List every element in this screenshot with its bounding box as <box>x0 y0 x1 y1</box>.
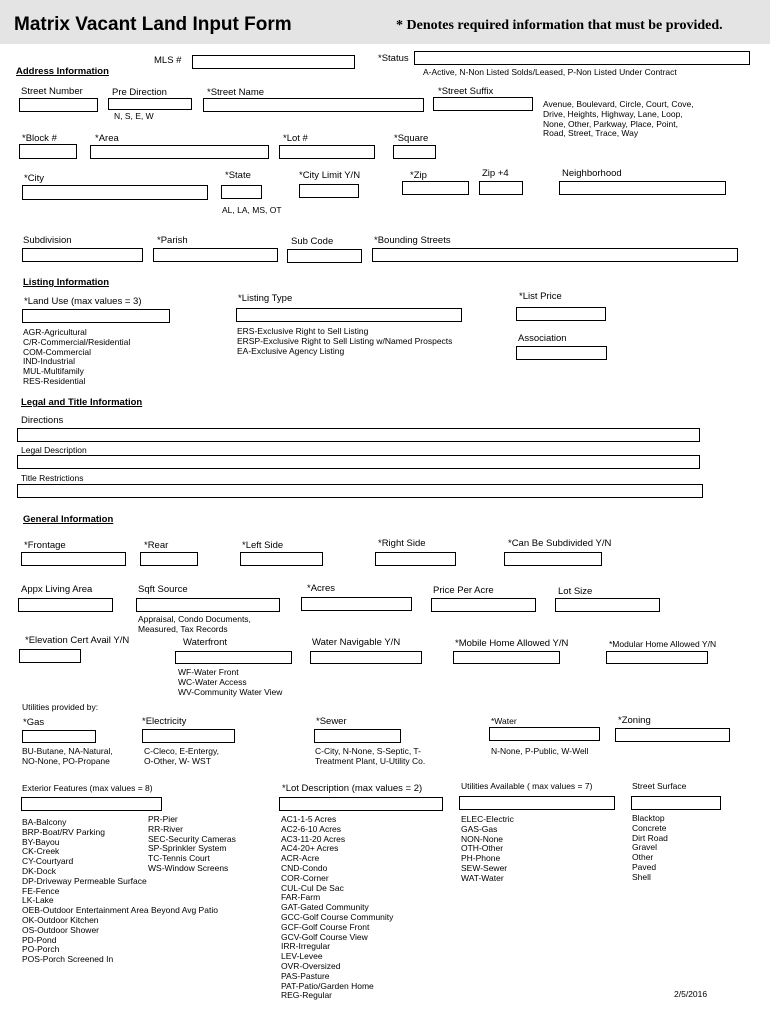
title-restrictions-label: Title Restrictions <box>21 473 84 483</box>
street-name-label: *Street Name <box>207 87 265 98</box>
waterfront-options: WF-Water Front WC-Water Access WV-Community Water View <box>178 667 283 697</box>
status-input[interactable] <box>414 51 750 65</box>
parish-input[interactable] <box>153 248 278 262</box>
sub-code-label: Sub Code <box>291 236 334 247</box>
left-side-input[interactable] <box>240 552 323 566</box>
city-label: *City <box>24 173 45 184</box>
required-note: * Denotes required information that must be provided. <box>396 18 723 33</box>
water-label: *Water <box>491 716 517 726</box>
bounding-streets-label: *Bounding Streets <box>374 235 451 246</box>
can-be-subdivided-label: *Can Be Subdivided Y/N <box>508 538 612 549</box>
state-options: AL, LA, MS, OT <box>222 205 282 215</box>
mls-label: MLS # <box>154 55 182 66</box>
pre-direction-input[interactable] <box>108 98 192 110</box>
block-input[interactable] <box>19 144 77 159</box>
form-title: Matrix Vacant Land Input Form <box>14 14 292 35</box>
street-surface-input[interactable] <box>631 796 721 810</box>
water-navigable-input[interactable] <box>310 651 422 664</box>
exterior-features-label: Exterior Features (max values = 8) <box>22 783 153 793</box>
rear-label: *Rear <box>144 540 169 551</box>
street-name-input[interactable] <box>203 98 424 112</box>
general-heading: General Information <box>23 514 114 525</box>
bounding-streets-input[interactable] <box>372 248 738 262</box>
association-input[interactable] <box>516 346 607 360</box>
land-use-input[interactable] <box>22 309 170 323</box>
price-per-acre-label: Price Per Acre <box>433 585 494 596</box>
appx-living-area-input[interactable] <box>18 598 113 612</box>
electricity-input[interactable] <box>142 729 235 743</box>
right-side-input[interactable] <box>375 552 456 566</box>
acres-label: *Acres <box>307 583 335 594</box>
left-side-label: *Left Side <box>242 540 284 551</box>
subdivision-input[interactable] <box>22 248 143 262</box>
listing-type-input[interactable] <box>236 308 462 322</box>
area-label: *Area <box>95 133 119 144</box>
lot-description-input[interactable] <box>279 797 443 811</box>
street-surface-options: Blacktop Concrete Dirt Road Gravel Other Paved Shell <box>632 813 668 882</box>
square-label: *Square <box>394 133 429 144</box>
street-surface-label: Street Surface <box>632 781 687 791</box>
mobile-home-input[interactable] <box>453 651 560 664</box>
appx-living-area-label: Appx Living Area <box>21 584 93 595</box>
parish-label: *Parish <box>157 235 188 246</box>
exterior-features-input[interactable] <box>21 797 162 811</box>
zoning-input[interactable] <box>615 728 730 742</box>
elevation-cert-label: *Elevation Cert Avail Y/N <box>25 635 130 646</box>
address-heading: Address Information <box>16 66 109 77</box>
sub-code-input[interactable] <box>287 249 362 263</box>
gas-label: *Gas <box>23 717 45 728</box>
sewer-label: *Sewer <box>316 716 347 727</box>
lot-size-label: Lot Size <box>558 586 593 597</box>
city-input[interactable] <box>22 185 208 200</box>
status-options: A-Active, N-Non Listed Solds/Leased, P-Non Listed Under Contract <box>423 67 677 77</box>
street-suffix-options: Avenue, Boulevard, Circle, Court, Cove, Drive, Heights, Highway, Lane, Loop, None, Other, Parkway, Place, Point, Road, Street, Trace, Way <box>543 99 694 139</box>
subdivision-label: Subdivision <box>23 235 72 246</box>
city-limit-input[interactable] <box>299 184 359 198</box>
acres-input[interactable] <box>301 597 412 611</box>
frontage-label: *Frontage <box>24 540 66 551</box>
pre-direction-options: N, S, E, W <box>114 111 154 121</box>
legal-heading: Legal and Title Information <box>21 397 143 408</box>
square-input[interactable] <box>393 145 436 159</box>
mobile-home-label: *Mobile Home Allowed Y/N <box>455 638 569 649</box>
land-use-options: AGR-Agricultural C/R-Commercial/Residential COM-Commercial IND-Industrial MUL-Multifamily RES-Residential <box>23 327 131 386</box>
price-per-acre-input[interactable] <box>431 598 536 612</box>
state-label: *State <box>225 170 251 181</box>
mls-input[interactable] <box>192 55 355 69</box>
lot-label: *Lot # <box>283 133 308 144</box>
sqft-source-label: Sqft Source <box>138 584 188 595</box>
utilities-available-input[interactable] <box>459 796 615 810</box>
modular-home-label: *Modular Home Allowed Y/N <box>609 639 717 649</box>
gas-input[interactable] <box>22 730 96 743</box>
sqft-source-options: Appraisal, Condo Documents, Measured, Tax Records <box>138 614 251 634</box>
listing-type-label: *Listing Type <box>238 293 293 304</box>
listing-heading: Listing Information <box>23 277 110 288</box>
directions-input[interactable] <box>17 428 700 442</box>
lot-size-input[interactable] <box>555 598 660 612</box>
water-input[interactable] <box>489 727 600 741</box>
neighborhood-label: Neighborhood <box>562 168 622 179</box>
form-header <box>0 0 770 44</box>
block-label: *Block # <box>22 133 57 144</box>
right-side-label: *Right Side <box>378 538 426 549</box>
waterfront-label: Waterfront <box>183 637 227 648</box>
water-options: N-None, P-Public, W-Well <box>491 746 589 756</box>
street-suffix-input[interactable] <box>433 97 533 111</box>
association-label: Association <box>518 333 567 344</box>
elevation-cert-input[interactable] <box>19 649 81 663</box>
zoning-label: *Zoning <box>618 715 651 726</box>
listing-type-options: ERS-Exclusive Right to Sell Listing ERSP-Exclusive Right to Sell Listing w/Named Prospects EA-Exclusive Agency Listing <box>237 326 453 356</box>
footer-date: 2/5/2016 <box>674 989 708 999</box>
electricity-options: C-Cleco, E-Entergy, O-Other, W- WST <box>144 746 219 766</box>
lot-description-options: AC1-1-5 Acres AC2-6-10 Acres AC3-11-20 Acres AC4-20+ Acres ACR-Acre CND-Condo COR-Corner CUL-Cul De Sac FAR-Farm GAT-Gated Community GCC-Golf Course Community GCF-Golf Course Front GCV-Golf Course View IRR-Irregular LEV-Levee OVR-Oversized PAS-Pasture PAT-Patio/Garden Home REG-Regular <box>281 814 394 1001</box>
sewer-options: C-City, N-None, S-Septic, T- Treatment Plant, U-Utility Co. <box>315 746 426 766</box>
can-be-subdivided-input[interactable] <box>504 552 602 566</box>
waterfront-input[interactable] <box>175 651 292 664</box>
exterior-features-list-2: PR-Pier RR-River SEC-Security Cameras SP-Sprinkler System TC-Tennis Court WS-Window Screens <box>148 814 236 873</box>
sewer-input[interactable] <box>314 729 401 743</box>
frontage-input[interactable] <box>21 552 126 566</box>
lot-description-label: *Lot Description (max values = 2) <box>282 783 423 794</box>
utilities-provided-label: Utilities provided by: <box>22 702 99 712</box>
legal-description-label: Legal Description <box>21 445 87 455</box>
neighborhood-input[interactable] <box>559 181 726 195</box>
gas-options: BU-Butane, NA-Natural, NO-None, PO-Propane <box>22 746 113 766</box>
legal-description-input[interactable] <box>17 455 700 469</box>
street-suffix-label: *Street Suffix <box>438 86 494 97</box>
rear-input[interactable] <box>140 552 198 566</box>
exterior-features-list-1: BA-Balcony BRP-Boat/RV Parking BY-Bayou CK-Creek CY-Courtyard DK-Dock DP-Driveway Permeable Surface FE-Fence LK-Lake OEB-Outdoor Entertainment Area Beyond Avg Patio OK-Outdoor Kitchen OS-Outdoor Shower PD-Pond PO-Porch POS-Porch Screened In <box>22 817 218 965</box>
zip4-input[interactable] <box>479 181 523 195</box>
land-use-label: *Land Use (max values = 3) <box>24 296 142 307</box>
directions-label: Directions <box>21 415 64 426</box>
street-number-input[interactable] <box>19 98 98 112</box>
electricity-label: *Electricity <box>142 716 187 727</box>
modular-home-input[interactable] <box>606 651 708 664</box>
pre-direction-label: Pre Direction <box>112 87 167 98</box>
utilities-available-options: ELEC-Electric GAS-Gas NON-None OTH-Other PH-Phone SEW-Sewer WAT-Water <box>461 814 514 883</box>
utilities-available-label: Utilities Available ( max values = 7) <box>461 781 593 791</box>
status-label: *Status <box>378 53 409 64</box>
city-limit-label: *City Limit Y/N <box>299 170 361 181</box>
lot-input[interactable] <box>279 145 375 159</box>
sqft-source-input[interactable] <box>136 598 280 612</box>
zip-input[interactable] <box>402 181 469 195</box>
zip4-label: Zip +4 <box>482 168 509 179</box>
list-price-input[interactable] <box>516 307 606 321</box>
zip-label: *Zip <box>410 170 427 181</box>
street-number-label: Street Number <box>21 86 83 97</box>
list-price-label: *List Price <box>519 291 562 302</box>
area-input[interactable] <box>90 145 269 159</box>
water-navigable-label: Water Navigable Y/N <box>312 637 401 648</box>
state-input[interactable] <box>221 185 262 199</box>
title-restrictions-input[interactable] <box>17 484 703 498</box>
